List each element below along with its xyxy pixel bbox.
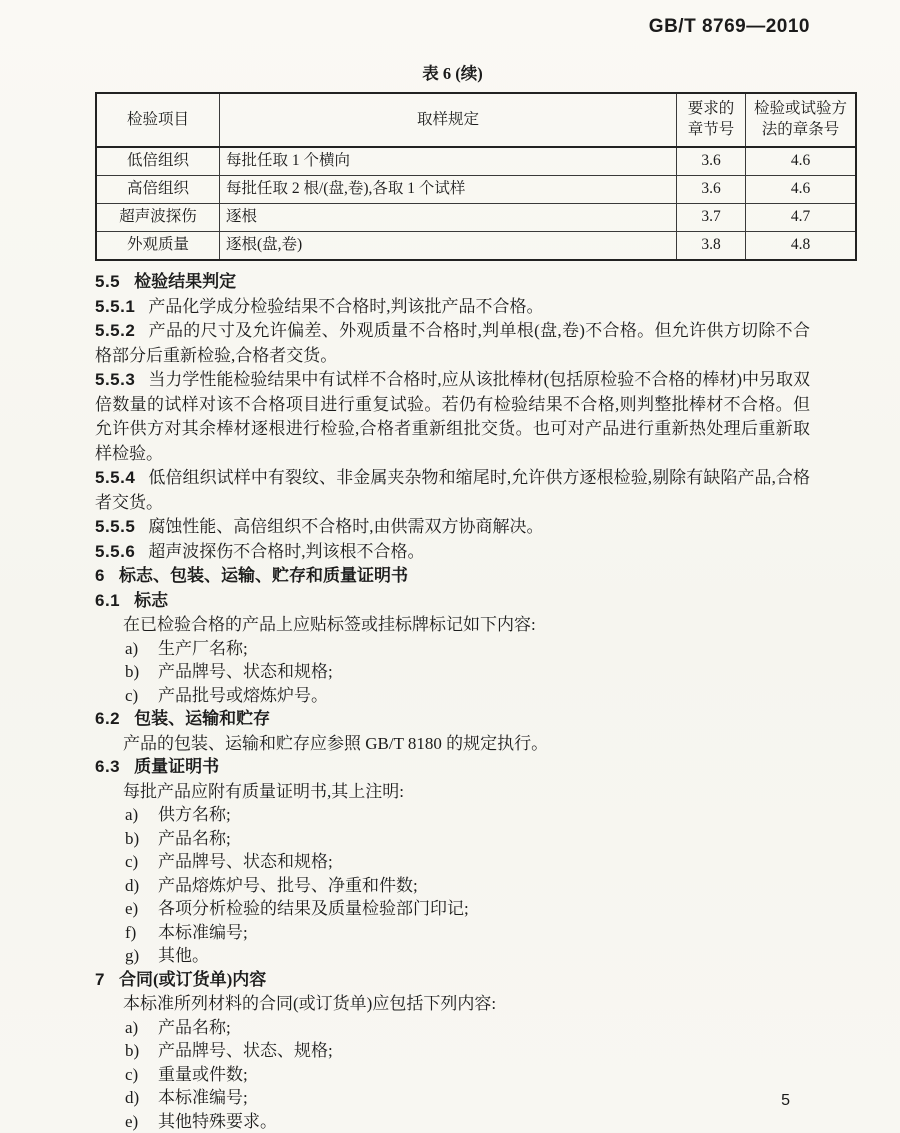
- list-item-label: b): [125, 660, 158, 684]
- clause-title: 质量证明书: [134, 757, 219, 776]
- clause-6-2-body: 产品的包装、运输和贮存应参照 GB/T 8180 的规定执行。: [95, 732, 810, 756]
- list-item: [125, 1063, 810, 1087]
- clause-7-list: [95, 1016, 810, 1133]
- list-item: [125, 1016, 810, 1040]
- cell-method: 4.7: [746, 204, 857, 232]
- clause-number: 5.5: [95, 272, 120, 291]
- cell-method: 4.6: [746, 176, 857, 204]
- table-header: [96, 93, 856, 147]
- list-item-text: 产品熔炼炉号、批号、净重和件数;: [158, 874, 810, 898]
- clause-5-5-2: [95, 319, 810, 368]
- page-number: 5: [781, 1092, 790, 1110]
- list-item: [125, 897, 810, 921]
- list-item-label: d): [125, 1086, 158, 1110]
- list-item-label: c): [125, 1063, 158, 1087]
- clause-number: 5.5.4: [95, 468, 135, 487]
- list-item: [125, 684, 810, 708]
- clause-5-5-6: [95, 540, 810, 565]
- clause-text: 超声波探伤不合格时,判该根不合格。: [148, 542, 424, 561]
- clause-text: 产品的尺寸及允许偏差、外观质量不合格时,判单根(盘,卷)不合格。但允许供方切除不合格部分后重新检验,合格者交货。: [95, 321, 810, 365]
- list-item: [125, 944, 810, 968]
- table-row: [96, 176, 856, 204]
- chapter-title: 标志、包装、运输、贮存和质量证明书: [119, 566, 408, 585]
- col-header-requirement: [677, 93, 746, 147]
- cell-method: 4.6: [746, 147, 857, 176]
- col-header-sampling: 取样规定: [220, 93, 677, 147]
- list-item-text: 产品名称;: [158, 827, 810, 851]
- list-item-text: 产品名称;: [158, 1016, 810, 1040]
- list-item: [125, 1086, 810, 1110]
- list-item-text: 产品牌号、状态和规格;: [158, 660, 810, 684]
- clause-5-5-4: [95, 466, 810, 515]
- chapter-7-heading: [95, 968, 810, 993]
- clause-5-5-heading: [95, 270, 810, 295]
- clause-title: 检验结果判定: [134, 272, 236, 291]
- list-item-label: f): [125, 921, 158, 945]
- list-item-text: 各项分析检验的结果及质量检验部门印记;: [158, 897, 810, 921]
- chapter-title: 合同(或订货单)内容: [119, 970, 266, 989]
- clause-text: 产品化学成分检验结果不合格时,判该批产品不合格。: [148, 297, 543, 316]
- list-item: [125, 1039, 810, 1063]
- clause-number: 5.5.2: [95, 321, 135, 340]
- cell-item: 高倍组织: [96, 176, 220, 204]
- list-item: [125, 803, 810, 827]
- clause-number: 5.5.1: [95, 297, 135, 316]
- list-item-label: a): [125, 1016, 158, 1040]
- chapter-number: 6: [95, 566, 105, 585]
- chapter-6-heading: [95, 564, 810, 589]
- clause-6-1-intro: 在已检验合格的产品上应贴标签或挂标牌标记如下内容:: [95, 613, 810, 637]
- cell-item: 超声波探伤: [96, 204, 220, 232]
- list-item-text: 生产厂名称;: [158, 637, 810, 661]
- clause-number: 5.5.6: [95, 542, 135, 561]
- table-row: [96, 232, 856, 261]
- cell-sampling: 每批任取 1 个横向: [220, 147, 677, 176]
- list-item-label: e): [125, 1110, 158, 1133]
- cell-item: 低倍组织: [96, 147, 220, 176]
- clause-6-3-intro: 每批产品应附有质量证明书,其上注明:: [95, 780, 810, 804]
- list-item-label: d): [125, 874, 158, 898]
- cell-sampling: 逐根(盘,卷): [220, 232, 677, 261]
- clause-6-3-heading: [95, 755, 810, 780]
- list-item-text: 供方名称;: [158, 803, 810, 827]
- list-item-text: 产品牌号、状态、规格;: [158, 1039, 810, 1063]
- inspection-table: [95, 92, 857, 261]
- cell-sampling: 每批任取 2 根/(盘,卷),各取 1 个试样: [220, 176, 677, 204]
- col-header-requirement-line1: 要求的: [688, 100, 735, 117]
- clause-5-5-1: [95, 295, 810, 320]
- list-item: [125, 1110, 810, 1133]
- clause-text: 当力学性能检验结果中有试样不合格时,应从该批棒材(包括原检验不合格的棒材)中另取双倍数量的试样对该不合格项目进行重复试验。若仍有检验结果不合格,则判整批棒材不合格。但允许供方对其余棒材逐根进行检验,合格者重新组批交货。也可对产品进行重新热处理后重新取样检验。: [95, 370, 810, 463]
- cell-requirement: 3.7: [677, 204, 746, 232]
- list-item-text: 本标准编号;: [158, 921, 810, 945]
- list-item-text: 重量或件数;: [158, 1063, 810, 1087]
- clause-number: 6.3: [95, 757, 120, 776]
- list-item-text: 产品牌号、状态和规格;: [158, 850, 810, 874]
- cell-requirement: 3.6: [677, 176, 746, 204]
- list-item: [125, 921, 810, 945]
- list-item: [125, 827, 810, 851]
- list-item: [125, 850, 810, 874]
- list-item-label: c): [125, 850, 158, 874]
- standard-code: GB/T 8769—2010: [95, 16, 810, 38]
- table-body: [96, 147, 856, 260]
- list-item-text: 其他。: [158, 944, 810, 968]
- list-item: [125, 874, 810, 898]
- list-item-label: g): [125, 944, 158, 968]
- table-row: [96, 147, 856, 176]
- clause-5-5-5: [95, 515, 810, 540]
- clause-number: 6.2: [95, 709, 120, 728]
- cell-method: 4.8: [746, 232, 857, 261]
- list-item: [125, 637, 810, 661]
- list-item-label: a): [125, 803, 158, 827]
- cell-requirement: 3.8: [677, 232, 746, 261]
- table-title: 表 6 (续): [95, 60, 810, 84]
- clause-6-1-list: [95, 637, 810, 708]
- col-header-method: [746, 93, 857, 147]
- col-header-method-line1: 检验或试验方: [754, 100, 847, 117]
- list-item-label: b): [125, 1039, 158, 1063]
- cell-sampling: 逐根: [220, 204, 677, 232]
- page-content: [95, 0, 810, 1133]
- clause-number: 6.1: [95, 591, 120, 610]
- list-item-text: 本标准编号;: [158, 1086, 810, 1110]
- clause-title: 标志: [134, 591, 168, 610]
- table-row: [96, 204, 856, 232]
- clause-6-1-heading: [95, 589, 810, 614]
- clause-text: 低倍组织试样中有裂纹、非金属夹杂物和缩尾时,允许供方逐根检验,剔除有缺陷产品,合格者交货。: [95, 468, 810, 512]
- table-header-row: [96, 93, 856, 147]
- list-item-label: e): [125, 897, 158, 921]
- list-item-text: 产品批号或熔炼炉号。: [158, 684, 810, 708]
- col-header-item: 检验项目: [96, 93, 220, 147]
- list-item: [125, 660, 810, 684]
- cell-requirement: 3.6: [677, 147, 746, 176]
- col-header-requirement-line2: 章节号: [688, 121, 735, 138]
- clause-title: 包装、运输和贮存: [134, 709, 270, 728]
- clause-6-3-list: [95, 803, 810, 968]
- clause-6-2-heading: [95, 707, 810, 732]
- clause-5-5-3: [95, 368, 810, 466]
- list-item-label: a): [125, 637, 158, 661]
- list-item-text: 其他特殊要求。: [158, 1110, 810, 1133]
- clauses-block: [95, 270, 810, 1133]
- chapter-number: 7: [95, 970, 105, 989]
- col-header-method-line2: 法的章条号: [762, 121, 840, 138]
- list-item-label: c): [125, 684, 158, 708]
- clause-7-intro: 本标准所列材料的合同(或订货单)应包括下列内容:: [95, 992, 810, 1016]
- list-item-label: b): [125, 827, 158, 851]
- clause-number: 5.5.3: [95, 370, 135, 389]
- clause-text: 腐蚀性能、高倍组织不合格时,由供需双方协商解决。: [148, 517, 543, 536]
- cell-item: 外观质量: [96, 232, 220, 261]
- clause-number: 5.5.5: [95, 517, 135, 536]
